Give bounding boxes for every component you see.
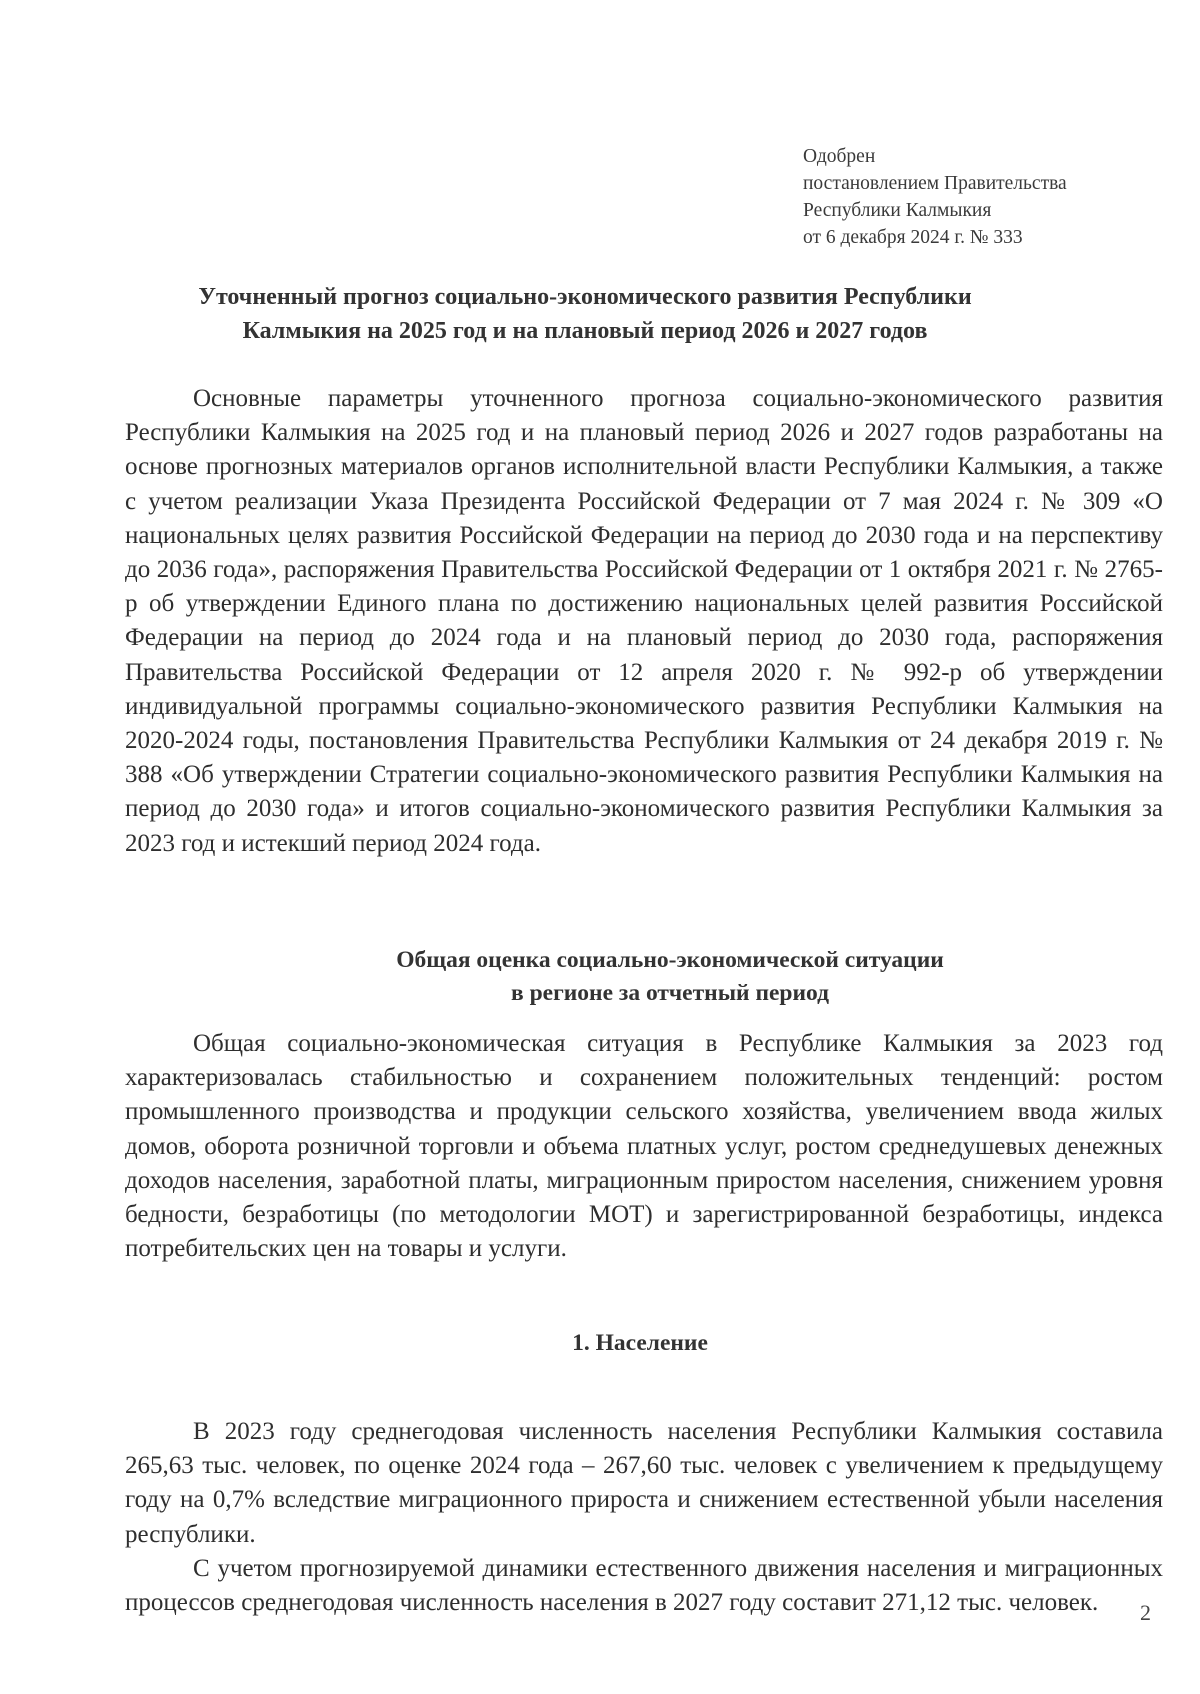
intro-section (125, 382, 1163, 861)
approval-line: Одобрен (803, 146, 876, 167)
heading-line: 1. Население (572, 1330, 708, 1356)
population-heading (120, 1327, 1160, 1360)
population-section (125, 1415, 1163, 1620)
population-paragraph: С учетом прогнозируемой динамики естественного движения населения и миграционных процессов среднегодовая численность населения в 2027 году составит 271,12 тыс. человек. (125, 1554, 1163, 1617)
title-line: Уточненный прогноз социально-экономического развития Республики (198, 284, 972, 310)
approval-stamp (803, 143, 1163, 251)
intro-paragraph: Основные параметры уточненного прогноза социально-экономического развития Республики Калмыкия на 2025 год и на плановый период 2026 и 2027 годов разработаны на основе прогнозных материалов органов исполнительной власти Республики Калмыкия, а также с учетом реализации Указа Президента Российской Федерации от 7 мая 2024 г. № 309 «О национальных целях развития Российской Федерации на период до 2030 года и на перспективу до 2036 года», распоряжения Правительства Российской Федерации от 1 октября 2021 г. № 2765-р об утверждении Единого плана по достижению национальных целей развития Российской Федерации на период до 2024 года и на плановый период до 2030 года, распоряжения Правительства Российской Федерации от 12 апреля 2020 г. № 992-р об утверждении индивидуальной программы социально-экономического развития Республики Калмыкия на 2020-2024 годы, постановления Правительства Республики Калмыкия от 24 декабря 2019 г. № 388 «Об утверждении Стратегии социально-экономического развития Республики Калмыкия на период до 2030 года» и итогов социально-экономического развития Республики Калмыкия за 2023 год и истекший период 2024 года. (125, 385, 1163, 857)
approval-line: от 6 декабря 2024 г. № 333 (803, 227, 1023, 248)
document-title (120, 280, 1050, 348)
approval-line: постановлением Правительства (803, 173, 1067, 194)
assessment-heading (120, 944, 1200, 1010)
heading-line: в регионе за отчетный период (511, 980, 829, 1006)
approval-line: Республики Калмыкия (803, 200, 992, 221)
assessment-section (125, 1027, 1163, 1266)
page-number: 2 (1140, 1600, 1151, 1625)
population-paragraph: В 2023 году среднегодовая численность населения Республики Калмыкия составила 265,63 тыс. человек, по оценке 2024 года – 267,60 тыс. человек с увеличением к предыдущему году на 0,7% вследствие миграционного прироста и снижением естественной убыли населения республики. (125, 1418, 1163, 1548)
heading-line: Общая оценка социально-экономической ситуации (396, 947, 944, 973)
assessment-paragraph: Общая социально-экономическая ситуация в Республике Калмыкия за 2023 год характеризовалась стабильностью и сохранением положительных тенденций: ростом промышленного производства и продукции сельского хозяйства, увеличением ввода жилых домов, оборота розничной торговли и объема платных услуг, ростом среднедушевых денежных доходов населения, заработной платы, миграционным приростом населения, снижением уровня бедности, безработицы (по методологии МОТ) и зарегистрированной безработицы, индекса потребительских цен на товары и услуги. (125, 1030, 1163, 1263)
title-line: Калмыкия на 2025 год и на плановый период 2026 и 2027 годов (242, 318, 928, 344)
